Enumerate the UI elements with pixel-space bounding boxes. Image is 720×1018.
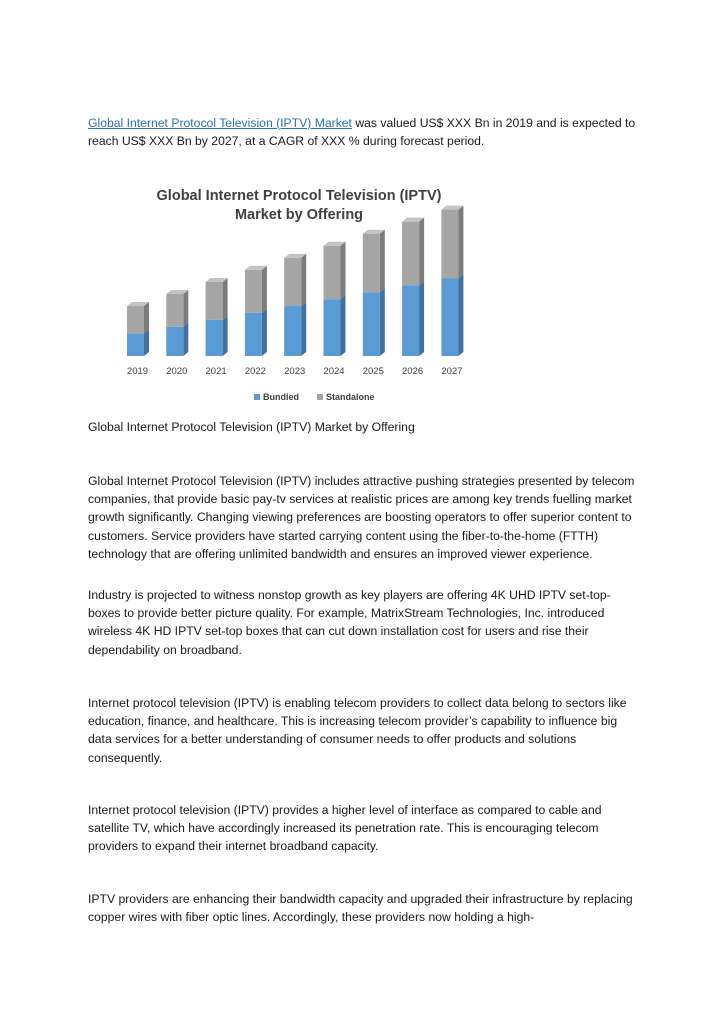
- bar-standalone-2023: [284, 258, 301, 306]
- x-tick-2025: 2025: [362, 366, 384, 377]
- x-tick-2024: 2024: [323, 366, 345, 377]
- legend-swatch-standalone: [317, 394, 323, 400]
- intro-text: was valued US$ XXX Bn in 2019 and is expected to reach US$ XXX Bn by 2027, at a CAGR of XXX % during forecast period.: [88, 116, 636, 149]
- bar-side-bundled-2025: [380, 288, 385, 356]
- bar-standalone-2021: [206, 282, 223, 320]
- chart-title: [114, 187, 484, 225]
- x-tick-2021: 2021: [205, 366, 227, 377]
- bar-side-standalone-2025: [380, 230, 385, 293]
- bar-side-bundled-2027: [458, 275, 463, 357]
- chart-caption: Global Internet Protocol Television (IPTV) Market by Offering: [88, 420, 415, 434]
- bar-standalone-2022: [245, 270, 262, 313]
- bar-bundled-2020: [166, 327, 183, 356]
- x-tick-2019: 2019: [126, 366, 149, 377]
- bar-standalone-2019: [127, 306, 144, 334]
- legend-label-bundled: Bundled: [263, 392, 299, 402]
- bar-side-bundled-2023: [301, 302, 306, 356]
- legend-swatch-bundled: [254, 394, 260, 400]
- bar-bundled-2026: [402, 285, 419, 356]
- bar-bundled-2021: [206, 320, 223, 356]
- bar-standalone-2020: [166, 294, 183, 327]
- bar-bundled-2019: [127, 334, 144, 356]
- market-link[interactable]: Global Internet Protocol Television (IPTV) Market: [88, 116, 352, 130]
- x-tick-2022: 2022: [244, 366, 266, 377]
- bar-bundled-2024: [324, 299, 341, 356]
- bar-standalone-2024: [324, 246, 341, 299]
- x-tick-2023: 2023: [284, 366, 306, 377]
- body-paragraph-3: Internet protocol television (IPTV) is enabling telecom providers to collect data belong to sectors like education, finance, and healthcare. This is increasing telecom provider’s capability to influence big data services for a better understanding of consumer needs to offer products and solutions consequently.: [88, 696, 627, 765]
- bar-bundled-2027: [441, 279, 458, 357]
- bar-bundled-2025: [363, 292, 380, 356]
- x-tick-2027: 2027: [441, 366, 463, 377]
- body-paragraph-2: Industry is projected to witness nonstop growth as key players are offering 4K UHD IPTV set-top-boxes to provide better picture quality. For example, MatrixStream Technologies, Inc. introduced wireless 4K HD IPTV set-top boxes that can cut down installation cost for users and rise their dependability on broadband.: [88, 588, 611, 657]
- bar-standalone-2025: [363, 234, 380, 293]
- bar-side-bundled-2019: [144, 330, 149, 356]
- bar-side-standalone-2024: [341, 242, 346, 299]
- bar-side-bundled-2020: [183, 323, 188, 356]
- body-paragraph-1: Global Internet Protocol Television (IPTV) includes attractive pushing strategies presented by telecom companies, that provide basic pay-tv services at realistic prices are among key trends fuelling market growth significantly. Changing viewing preferences are boosting operators to offer superior content to customers. Service providers have started carrying content using the fiber-to-the-home (FTTH) technology that are offering unlimited bandwidth and ensures an improved viewer experience.: [88, 474, 635, 561]
- bar-side-bundled-2022: [262, 309, 267, 356]
- bar-standalone-2026: [402, 222, 419, 286]
- offering-chart: [114, 182, 494, 410]
- bar-side-bundled-2024: [341, 295, 346, 356]
- bar-side-standalone-2022: [262, 266, 267, 313]
- intro-paragraph: [88, 114, 636, 150]
- legend-label-standalone: Standalone: [326, 392, 375, 402]
- body-paragraph-4: Internet protocol television (IPTV) provides a higher level of interface as compared to cable and satellite TV, which have accordingly increased its penetration rate. This is encouraging telecom providers to expand their internet broadband capacity.: [88, 803, 602, 854]
- chart-title-line-1: Global Internet Protocol Television (IPTV): [156, 188, 442, 204]
- bar-side-bundled-2026: [419, 281, 424, 356]
- bar-bundled-2023: [284, 306, 301, 356]
- bar-side-standalone-2019: [144, 302, 149, 334]
- chart-title-line-2: Market by Offering: [234, 207, 364, 223]
- bar-side-standalone-2023: [301, 254, 306, 306]
- bar-bundled-2022: [245, 313, 262, 356]
- body-paragraph-5: IPTV providers are enhancing their bandwidth capacity and upgraded their infrastructure by replacing copper wires with fiber optic lines. Accordingly, these providers now holding a high-: [88, 892, 633, 925]
- bar-side-standalone-2021: [223, 278, 228, 320]
- x-tick-2026: 2026: [402, 366, 424, 377]
- x-tick-2020: 2020: [166, 366, 188, 377]
- bar-side-standalone-2026: [419, 218, 424, 286]
- bar-side-bundled-2021: [223, 316, 228, 356]
- bar-side-standalone-2020: [183, 290, 188, 327]
